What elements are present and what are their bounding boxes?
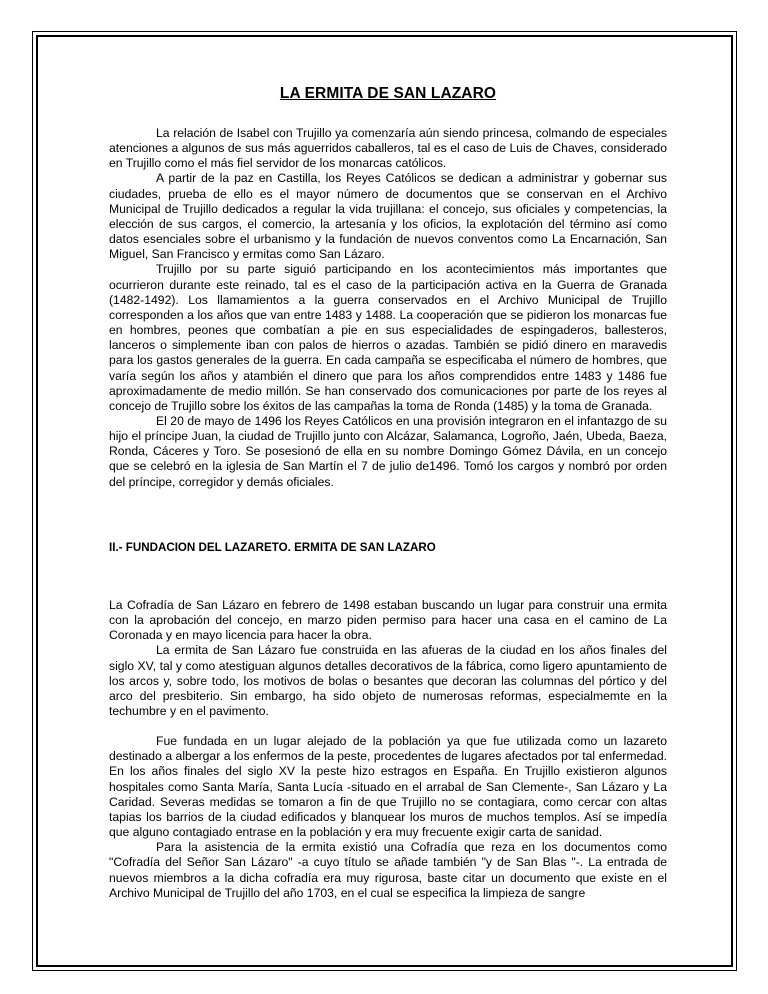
paragraph: Fue fundada en un lugar alejado de la población ya que fue utilizada como un lazareto destinado a albergar a los enfermos de la peste, procedentes de lugares afectados por tal enfermedad. En los años finales del siglo XV la peste hizo estragos en España. En Trujillo existieron algunos hospitales como Santa María, Santa Lucía -situado en el arrabal de San Clemente-, San Lázaro y La Caridad. Severas medidas se tomaron a fin de que Trujillo no se contagiara, como cercar con altas tapias los barrios de la ciudad edificados y blanquear los muros de muchos templos. Así se impedía que alguno contagiado entrase en la población y era muy frecuente exigir carta de sanidad. (109, 734, 667, 840)
paragraph: El 20 de mayo de 1496 los Reyes Católicos en una provisión integraron en el infantazgo de su hijo el príncipe Juan, la ciudad de Trujillo junto con Alcázar, Salamanca, Logroño, Jaén, Ubeda, Baeza, Ronda, Cáceres y Toro. Se posesionó de ella en su nombre Domingo Gómez Dávila, en un concejo que se celebró en la iglesia de San Martín el 7 de julio de1496. Tomó los cargos y nombró por orden del príncipe, corregidor y demás oficiales. (109, 413, 667, 489)
spacer (109, 490, 667, 540)
paragraph: La relación de Isabel con Trujillo ya comenzaría aún siendo princesa, colmando de especiales atenciones a algunos de sus más aguerridos caballeros, tal es el caso de Luis de Chaves, considerado en Trujillo como el más fiel servidor de los monarcas católicos. (109, 126, 667, 171)
paragraph: La Cofradía de San Lázaro en febrero de 1498 estaban buscando un lugar para construir una ermita con la aprobación del concejo, en marzo piden permiso para hacer una casa en el camino de La Coronada y en mayo licencia para hacer la obra. (109, 597, 667, 643)
section-heading: II.- FUNDACION DEL LAZARETO. ERMITA DE SAN LAZARO (109, 540, 436, 554)
paragraph: A partir de la paz en Castilla, los Reyes Católicos se dedican a administrar y gobernar sus ciudades, prueba de ello es el mayor número de documentos que se conservan en el Archivo Municipal de Trujillo dedicados a regular la vida trujillana: el concejo, sus oficiales y competencias, la elección de sus cargos, el comercio, la artesanía y los oficios, la explotación del término así como datos esenciales sobre el urbanismo y la fundación de nuevos conventos como La Encarnación, San Miguel, San Francisco y ermitas como San Lázaro. (109, 171, 667, 262)
paragraph: Trujillo por su parte siguió participando en los acontecimientos más importantes que ocurrieron durante este reinado, tal es el caso de la participación activa en la Guerra de Granada (1482-1492). Los llamamientos a la guerra conservados en el Archivo Municipal de Trujillo corresponden a los años que van entre 1483 y 1488. La cooperación que se pidieron los monarcas fue en hombres, peones que combatían a pie en sus especialidades de espingaderos, ballesteros, lanceros o simplemente iban con palos de hierros o azadas. También se pidió dinero en maravedis para los gastos generales de la guerra. En cada campaña se especificaba el número de hombres, que varía según los años y atambién el dinero que para los años comprendidos entre 1483 y 1486 fue aproximadamente de medio millón. Se han conservado dos comunicaciones por parte de los reyes al concejo de Trujillo sobre los éxitos de las campañas la toma de Ronda (1485) y la toma de Granada. (109, 262, 667, 413)
document-body (109, 85, 667, 901)
document-title: LA ERMITA DE SAN LAZARO (279, 85, 497, 102)
paragraph: Para la asistencia de la ermita existió una Cofradía que reza en los documentos como "Cofradía del Señor San Lázaro" -a cuyo título se añade también "y de San Blas "-. La entrada de nuevos miembros a la dicha cofradía era muy rigurosa, baste citar un documento que existe en el Archivo Municipal de Trujillo del año 1703, en el cual se especifica la limpieza de sangre (109, 840, 667, 900)
paragraph: La ermita de San Lázaro fue construida en las afueras de la ciudad en los años finales del siglo XV, tal y como atestiguan algunos detalles decorativos de la fábrica, como ligero apuntamiento de los arcos y, sobre todo, los motivos de bolas o besantes que decoran las columnas del pórtico y del arco del presbiterio. Sin embargo, ha sido objeto de numerosas reformas, especialmemte en la techumbre y en el pavimento. (109, 643, 667, 718)
spacer (109, 719, 667, 734)
